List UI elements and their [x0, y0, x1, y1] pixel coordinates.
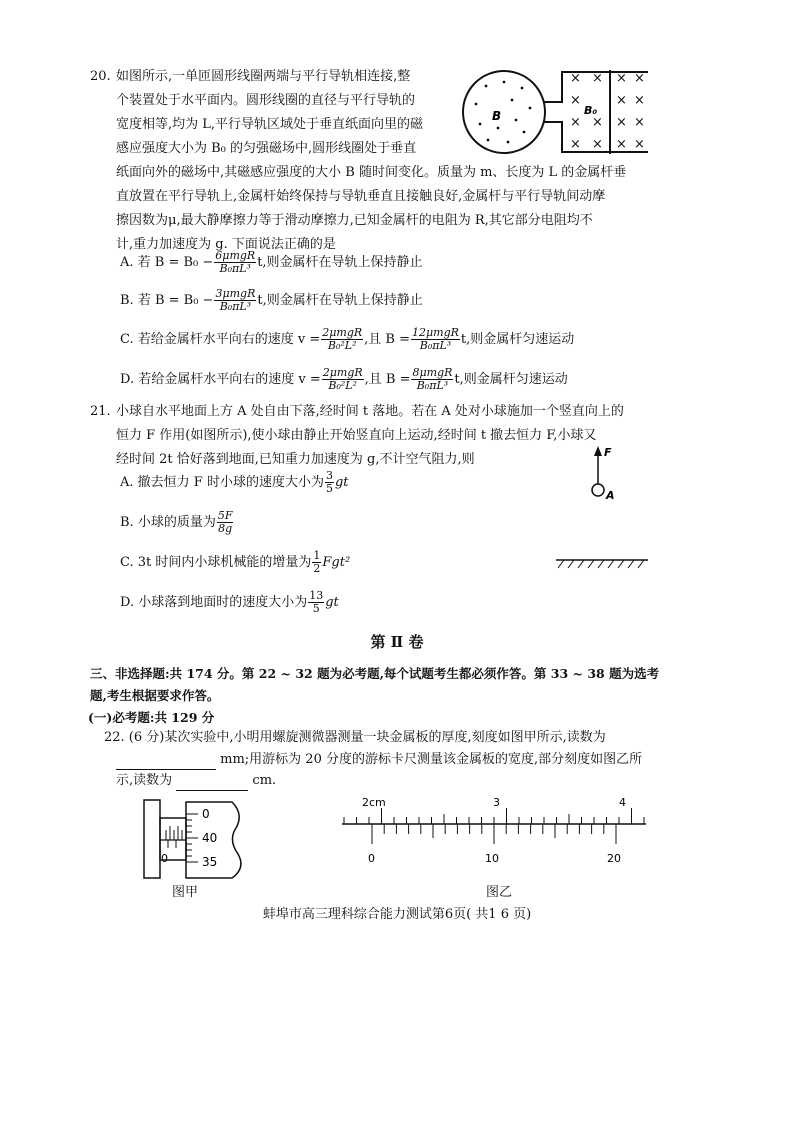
vernier-label-10: 10	[485, 852, 499, 865]
option-d-fraction-b: $\frac{\text{8μmgR}}{\text{B₀πL³}}$	[412, 366, 453, 392]
svg-text:×: ×	[634, 115, 645, 130]
section-three-line2: 题,考生根据要求作答。	[90, 688, 220, 703]
section-three-line1: 三、非选择题:共 174 分。第 22 ~ 32 题为必考题,每个试题考生都必须作答。第 33 ~ 38 题为选考	[90, 666, 660, 681]
main-scale-label-2cm: 2cm	[362, 796, 386, 809]
q20-text-line: 纸面向外的磁场中,其磁感应强度的大小 B 随时间变化。质量为 m、长度为 L 的金属杆垂	[116, 165, 627, 180]
vernier-label-20: 20	[607, 852, 621, 865]
q21-text-line: 小球自水平地面上方 A 处自由下落,经时间 t 落地。若在 A 处对小球施加一个竖直向上的	[116, 404, 624, 419]
answer-blank-thickness[interactable]	[116, 751, 216, 770]
ground-hatching	[558, 560, 644, 568]
part-two-title: 第 Ⅱ 卷	[370, 633, 424, 651]
q20-text-line: 直放置在平行导轨上,金属杆始终保持与导轨垂直且接触良好,金属杆与平行导轨间动摩	[116, 189, 606, 204]
vernier-caliper-figure	[340, 794, 650, 870]
q20-option-d[interactable]	[120, 367, 568, 392]
q21-option-d[interactable]	[120, 590, 339, 616]
option-c-suffix: t,则金属杆匀速运动	[460, 332, 575, 347]
q22-line3-text: 示,读数为	[116, 773, 173, 788]
q21-option-c[interactable]	[120, 550, 350, 576]
option-a-fraction: $\frac{3}{5}$	[325, 469, 333, 495]
q22-line2	[116, 751, 642, 770]
svg-text:×: ×	[634, 71, 645, 86]
svg-text:×: ×	[634, 137, 645, 152]
svg-text:×: ×	[616, 115, 627, 130]
q20-text-line: 感应强度大小为 B₀ 的匀强磁场中,圆形线圈处于垂直	[116, 141, 417, 156]
figure-b-caption: 图乙	[486, 885, 513, 900]
option-c-fraction-b: $\frac{\text{12μmgR}}{\text{B₀πL³}}$	[412, 326, 459, 352]
q22-line1: 22. (6 分)某次实验中,小明用螺旋测微器测量一块金属板的厚度,刻度如图甲所示,读数为	[104, 730, 606, 745]
vernier-label-0: 0	[368, 852, 375, 865]
option-b-prefix: B. 小球的质量为	[120, 515, 216, 530]
option-c-fraction: $\frac{1}{2}$	[313, 549, 321, 575]
q20-text-line: 擦因数为μ,最大静摩擦力等于滑动摩擦力,已知金属杆的电阻为 R,其它部分电阻均不	[116, 213, 593, 228]
option-c-middle: ,且 B =	[364, 332, 410, 347]
svg-text:×: ×	[570, 71, 581, 86]
option-d-prefix: D. 若给金属杆水平向右的速度 v =	[120, 372, 321, 387]
q22-line3-unit: cm.	[252, 773, 277, 788]
section-required-heading: (一)必考题:共 129 分	[88, 710, 215, 725]
option-c-suffix: Fgt²	[322, 555, 351, 570]
q20-text-line: 如图所示,一单匝圆形线圈两端与平行导轨相连接,整	[116, 69, 411, 84]
main-scale-label-4: 4	[619, 796, 626, 809]
option-b-suffix: t,则金属杆在导轨上保持静止	[257, 293, 423, 308]
svg-text:×: ×	[616, 137, 627, 152]
option-a-prefix: A. 撤去恒力 F 时小球的速度大小为	[120, 475, 324, 490]
q20-number: 20.	[90, 69, 111, 84]
option-d-suffix: t,则金属杆匀速运动	[454, 372, 568, 387]
svg-text:×: ×	[592, 115, 603, 130]
thimble-label-35: 35	[202, 855, 218, 869]
option-c-fraction-v: $\frac{\text{2μmgR}}{\text{B₀²L²}}$	[322, 326, 363, 352]
micrometer-figure	[140, 794, 246, 884]
svg-text:×: ×	[570, 137, 581, 152]
option-b-fraction: $\frac{5F}{8g}$	[217, 509, 233, 535]
thimble-label-0: 0	[202, 807, 210, 821]
svg-text:×: ×	[592, 71, 603, 86]
q20-text-line: 个装置处于水平面内。圆形线圈的直径与平行导轨的	[116, 93, 416, 108]
figure-a-caption: 图甲	[172, 885, 199, 900]
option-d-suffix: gt	[325, 595, 339, 610]
q21-number: 21.	[90, 404, 111, 419]
svg-text:×: ×	[616, 71, 627, 86]
q20-text-line: 计,重力加速度为 g. 下面说法正确的是	[116, 237, 336, 252]
q21-option-b[interactable]	[120, 510, 234, 536]
svg-text:×: ×	[634, 93, 645, 108]
option-c-prefix: C. 若给金属杆水平向右的速度 v =	[120, 332, 321, 347]
q21-ball-force-figure	[552, 444, 652, 572]
option-a-fraction: $\frac{\text{6μmgR}}{\text{B₀πL³}}$	[215, 249, 256, 275]
label-B0: B₀	[584, 104, 598, 117]
option-a-prefix: A. 若 B = B₀ −	[120, 255, 214, 270]
field-in-crosses	[570, 71, 645, 152]
field-out-dots	[475, 81, 532, 144]
option-b-prefix: B. 若 B = B₀ −	[120, 293, 214, 308]
q21-option-a[interactable]	[120, 470, 349, 496]
q22-line2-text: mm;用游标为 20 分度的游标卡尺测量该金属板的宽度,部分刻度如图乙所	[220, 752, 643, 767]
page-footer: 蚌埠市高三理科综合能力测试第6页( 共1 6 页)	[262, 907, 532, 922]
option-d-prefix: D. 小球落到地面时的速度大小为	[120, 595, 308, 610]
label-B: B	[492, 109, 502, 123]
option-d-fraction: $\frac{13}{5}$	[309, 589, 324, 615]
main-scale-label-3: 3	[493, 796, 500, 809]
svg-text:×: ×	[616, 93, 627, 108]
q22-line3	[116, 772, 276, 791]
label-F: F	[604, 446, 612, 459]
answer-blank-width[interactable]	[176, 772, 248, 791]
vernier-scale-ticks	[372, 824, 616, 844]
option-a-suffix: t,则金属杆在导轨上保持静止	[257, 255, 423, 270]
option-c-prefix: C. 3t 时间内小球机械能的增量为	[120, 555, 312, 570]
q21-text-line: 恒力 F 作用(如图所示),使小球由静止开始竖直向上运动,经时间 t 撤去恒力 F,小球又	[116, 428, 597, 443]
q20-option-a[interactable]	[120, 250, 423, 275]
option-d-fraction-v: $\frac{\text{2μmgR}}{\text{B₀²L²}}$	[322, 366, 363, 392]
option-d-middle: ,且 B =	[364, 372, 411, 387]
ball	[592, 484, 604, 496]
svg-text:×: ×	[570, 115, 581, 130]
thimble-label-40: 40	[202, 831, 218, 845]
q21-text-line: 经时间 2t 恰好落到地面,已知重力加速度为 g,不计空气阻力,则	[116, 452, 475, 467]
force-arrow-icon	[594, 446, 602, 456]
svg-text:×: ×	[570, 93, 581, 108]
label-A: A	[606, 489, 615, 502]
svg-text:×: ×	[592, 137, 603, 152]
q20-text-line: 宽度相等,均为 L,平行导轨区域处于垂直纸面向里的磁	[116, 117, 424, 132]
option-b-fraction: $\frac{\text{3μmgR}}{\text{B₀πL³}}$	[215, 287, 256, 313]
option-a-suffix: gt	[334, 475, 349, 490]
q20-coil-rail-figure	[458, 66, 654, 158]
main-scale-ticks	[344, 808, 644, 824]
sleeve-zero-label: 0	[161, 852, 168, 865]
q20-option-b[interactable]	[120, 288, 423, 313]
q20-option-c[interactable]	[120, 327, 574, 352]
